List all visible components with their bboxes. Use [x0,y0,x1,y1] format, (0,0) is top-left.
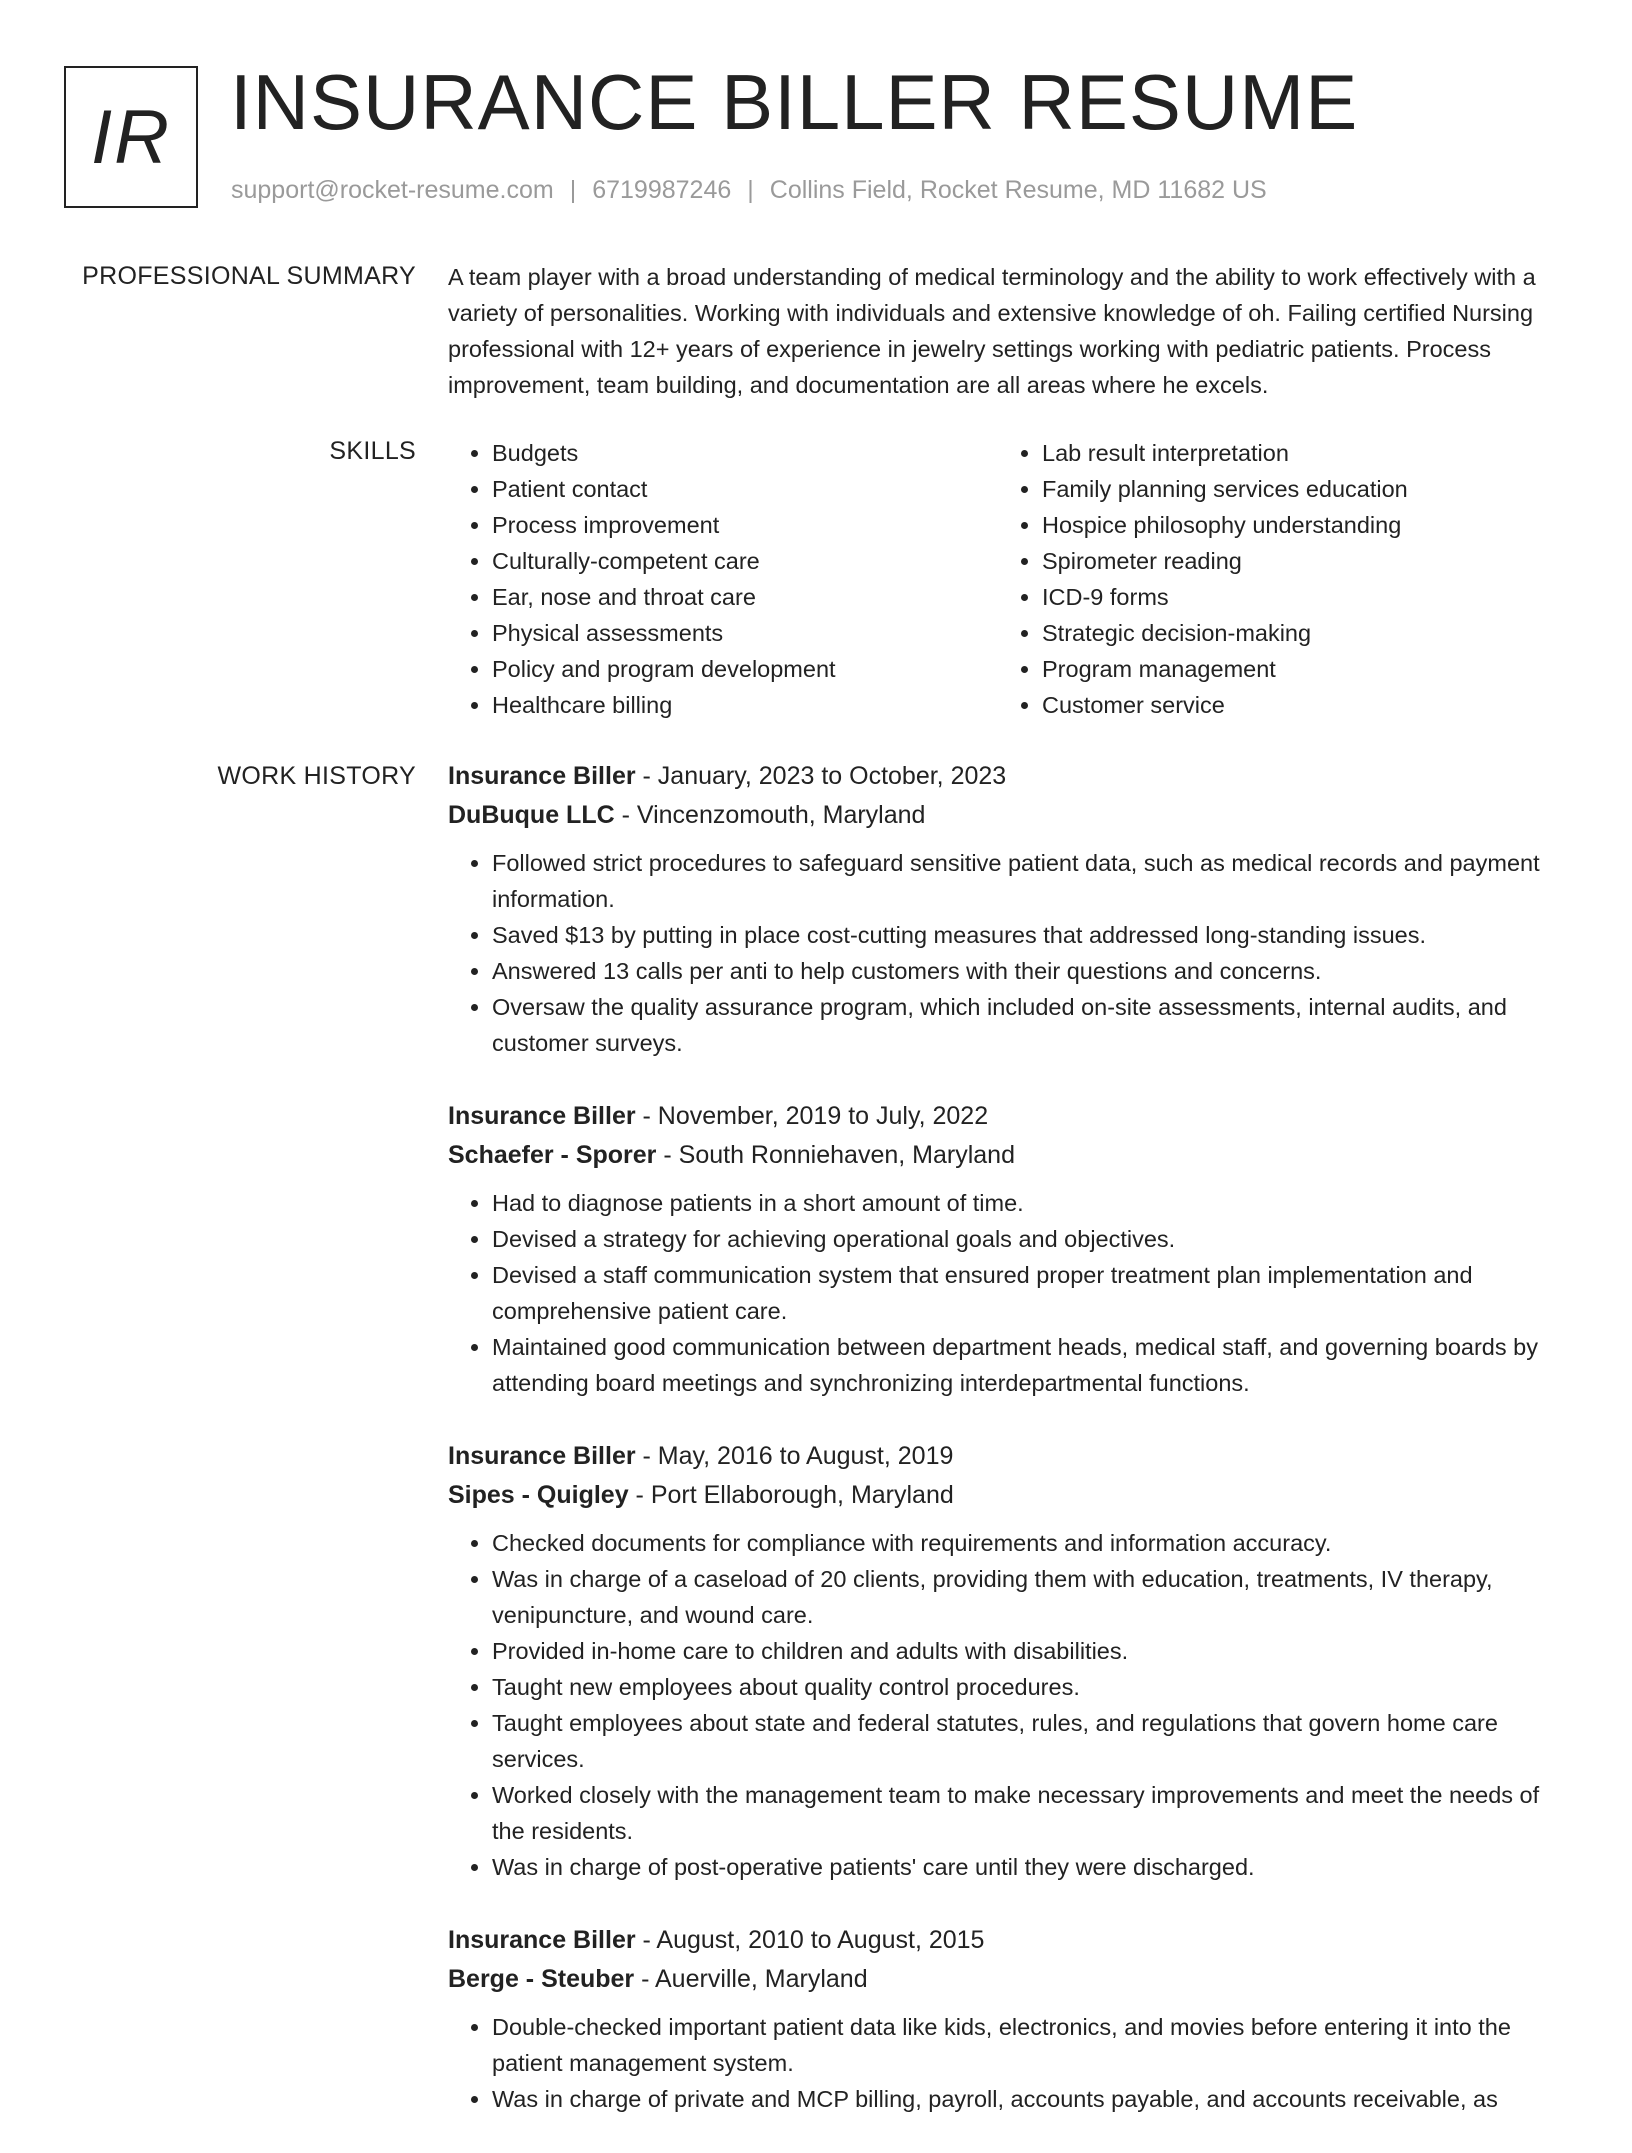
job-bullet: • Worked closely with the management team to make necessary improvements and meet the needs of the residents. [492,1777,1568,1849]
job-bullet: • Devised a staff communication system that ensured proper treatment plan implementation and comprehensive patient care. [492,1257,1568,1329]
job-entry [448,757,1568,1061]
job-title-line [448,757,1568,795]
job-bullet: • Devised a strategy for achieving operational goals and objectives. [492,1221,1568,1257]
summary-section [448,259,1568,403]
section-label-summary: PROFESSIONAL SUMMARY [82,262,416,290]
job-bullets [448,1525,1568,1885]
skill-item: • Policy and program development [492,651,998,687]
summary-text: A team player with a broad understanding of medical terminology and the ability to work effectively with a variety of personalities. Working with individuals and extensive knowledge of oh. Failing certified Nursing professional with 12+ years of experience in jewelry settings working with pediatric patients. Process improvement, team building, and documentation are all areas where he excels. [448,264,1536,398]
contact-email[interactable]: support@rocket-resume.com [231,176,554,204]
skill-item: • Physical assessments [492,615,998,651]
job-company-line [448,1475,1568,1515]
work-history-section [448,757,1568,2153]
job-dates: - August, 2010 to August, 2015 [635,1926,985,1954]
skill-item: • Healthcare billing [492,687,998,723]
skill-item: • Family planning services education [1042,471,1562,507]
skill-item: • ICD-9 forms [1042,579,1562,615]
job-company-line [448,1959,1568,1999]
job-bullet: • Was in charge of post-operative patients' care until they were discharged. [492,1849,1568,1885]
job-title: Insurance Biller [448,1926,636,1954]
job-entry [448,1921,1568,2117]
skill-item: • Patient contact [492,471,998,507]
skills-grid [448,435,1568,723]
job-title-line [448,1097,1568,1135]
skill-item: • Hospice philosophy understanding [1042,507,1562,543]
job-bullet: • Checked documents for compliance with requirements and information accuracy. [492,1525,1568,1561]
skill-item: • Ear, nose and throat care [492,579,998,615]
job-dates: - May, 2016 to August, 2019 [635,1442,954,1470]
job-entry [448,1437,1568,1885]
job-location: - South Ronniehaven, Maryland [656,1141,1015,1169]
job-dates: - November, 2019 to July, 2022 [635,1102,989,1130]
job-bullets [448,845,1568,1061]
contact-line [231,176,1267,205]
job-bullet: • Was in charge of private and MCP billing, payroll, accounts payable, and accounts receivable, as [492,2081,1568,2117]
job-dates: - January, 2023 to October, 2023 [635,762,1007,790]
contact-separator: | [569,176,577,204]
job-company-line [448,795,1568,835]
job-company-line [448,1135,1568,1175]
job-bullet: • Maintained good communication between department heads, medical staff, and governing boards by attending board meetings and synchronizing interdepartmental functions. [492,1329,1568,1401]
section-label-work: WORK HISTORY [217,762,416,790]
skill-item: • Spirometer reading [1042,543,1562,579]
job-company: Berge - Steuber [448,1965,635,1993]
job-title: Insurance Biller [448,1442,636,1470]
job-entry [448,1097,1568,1401]
job-bullet: • Saved $13 by putting in place cost-cutting measures that addressed long-standing issues. [492,917,1568,953]
job-bullet: • Double-checked important patient data like kids, electronics, and movies before entering it into the patient management system. [492,2009,1568,2081]
job-company: DuBuque LLC [448,801,615,829]
job-bullet: • Taught employees about state and federal statutes, rules, and regulations that govern home care services. [492,1705,1568,1777]
job-bullet: • Oversaw the quality assurance program, which included on-site assessments, internal audits, and customer surveys. [492,989,1568,1061]
job-bullet: • Taught new employees about quality control procedures. [492,1669,1568,1705]
job-bullet: • Was in charge of a caseload of 20 clients, providing them with education, treatments, IV therapy, venipuncture, and wound care. [492,1561,1568,1633]
job-title-line [448,1921,1568,1959]
job-title-line [448,1437,1568,1475]
job-title: Insurance Biller [448,762,636,790]
job-bullet: • Had to diagnose patients in a short amount of time. [492,1185,1568,1221]
job-location: - Auerville, Maryland [634,1965,868,1993]
job-bullet: • Answered 13 calls per anti to help customers with their questions and concerns. [492,953,1568,989]
skill-item: • Process improvement [492,507,998,543]
job-location: - Port Ellaborough, Maryland [628,1481,954,1509]
skill-item: • Lab result interpretation [1042,435,1562,471]
contact-phone[interactable]: 6719987246 [592,176,732,204]
skill-item: • Culturally-competent care [492,543,998,579]
job-title: Insurance Biller [448,1102,636,1130]
job-company: Schaefer - Sporer [448,1141,657,1169]
contact-address: Collins Field, Rocket Resume, MD 11682 US [769,176,1267,204]
skills-list-left [448,435,998,723]
skills-section [448,435,1568,723]
job-bullet: • Provided in-home care to children and adults with disabilities. [492,1633,1568,1669]
skill-item: • Strategic decision-making [1042,615,1562,651]
job-bullets [448,2009,1568,2117]
contact-separator: | [747,176,754,204]
skills-list-right [998,435,1562,723]
job-location: - Vincenzomouth, Maryland [614,801,926,829]
job-company: Sipes - Quigley [448,1481,629,1509]
section-label-skills: SKILLS [329,437,416,465]
job-bullet: • Followed strict procedures to safeguard sensitive patient data, such as medical records and payment information. [492,845,1568,917]
monogram: IR [64,66,198,208]
skill-item: • Customer service [1042,687,1562,723]
skill-item: • Budgets [492,435,998,471]
resume-title: INSURANCE BILLER RESUME [230,58,1359,146]
skill-item: • Program management [1042,651,1562,687]
job-bullets [448,1185,1568,1401]
